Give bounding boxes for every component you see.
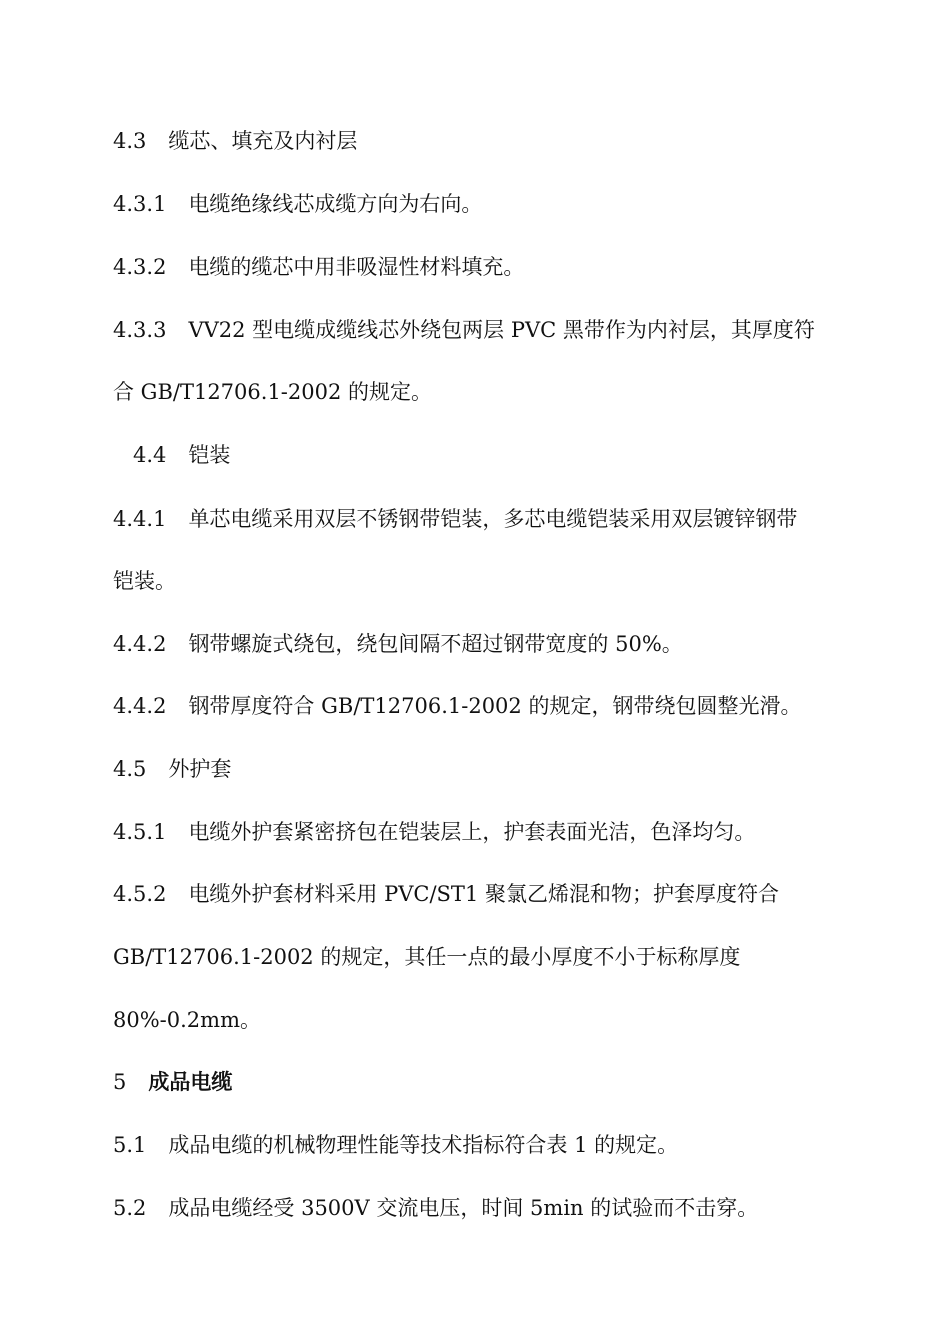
clause-5-2: 5.2 成品电缆经受 3500V 交流电压，时间 5min 的试验而不击穿。 [113,1196,759,1220]
clause-4-5-1: 4.5.1 电缆外护套紧密挤包在铠装层上，护套表面光洁，色泽均匀。 [113,820,756,844]
clause-4-4-1: 4.4.1 单芯电缆采用双层不锈钢带铠装，多芯电缆铠装采用双层镀锌钢带 [113,507,798,531]
clause-4-3-1: 4.3.1 电缆绝缘线芯成缆方向为右向。 [113,192,483,216]
clause-4-5-2-continued-2: 80%-0.2mm。 [113,1008,261,1032]
clause-5-1: 5.1 成品电缆的机械物理性能等技术指标符合表 1 的规定。 [113,1133,679,1157]
clause-4-3-3: 4.3.3 VV22 型电缆成缆线芯外绕包两层 PVC 黑带作为内衬层，其厚度符 [113,318,815,342]
clause-4-4-2-b: 4.4.2 钢带厚度符合 GB/T12706.1-2002 的规定，钢带绕包圆整光滑。 [113,694,802,718]
clause-4-5-2: 4.5.2 电缆外护套材料采用 PVC/ST1 聚氯乙烯混和物；护套厚度符合 [113,882,779,906]
clause-4-4-2-a: 4.4.2 钢带螺旋式绕包，绕包间隔不超过钢带宽度的 50%。 [113,632,683,656]
heading-4-5: 4.5 外护套 [113,757,232,781]
clause-4-3-3-continued: 合 GB/T12706.1-2002 的规定。 [113,380,433,404]
heading-4-4: 4.4 铠装 [133,443,231,467]
clause-4-3-2: 4.3.2 电缆的缆芯中用非吸湿性材料填充。 [113,255,525,279]
clause-4-5-2-continued-1: GB/T12706.1-2002 的规定，其任一点的最小厚度不小于标称厚度 [113,945,741,969]
clause-4-4-1-continued: 铠装。 [113,569,176,593]
heading-5: 5 成品电缆 [113,1070,233,1094]
heading-4-3: 4.3 缆芯、填充及内衬层 [113,129,358,153]
